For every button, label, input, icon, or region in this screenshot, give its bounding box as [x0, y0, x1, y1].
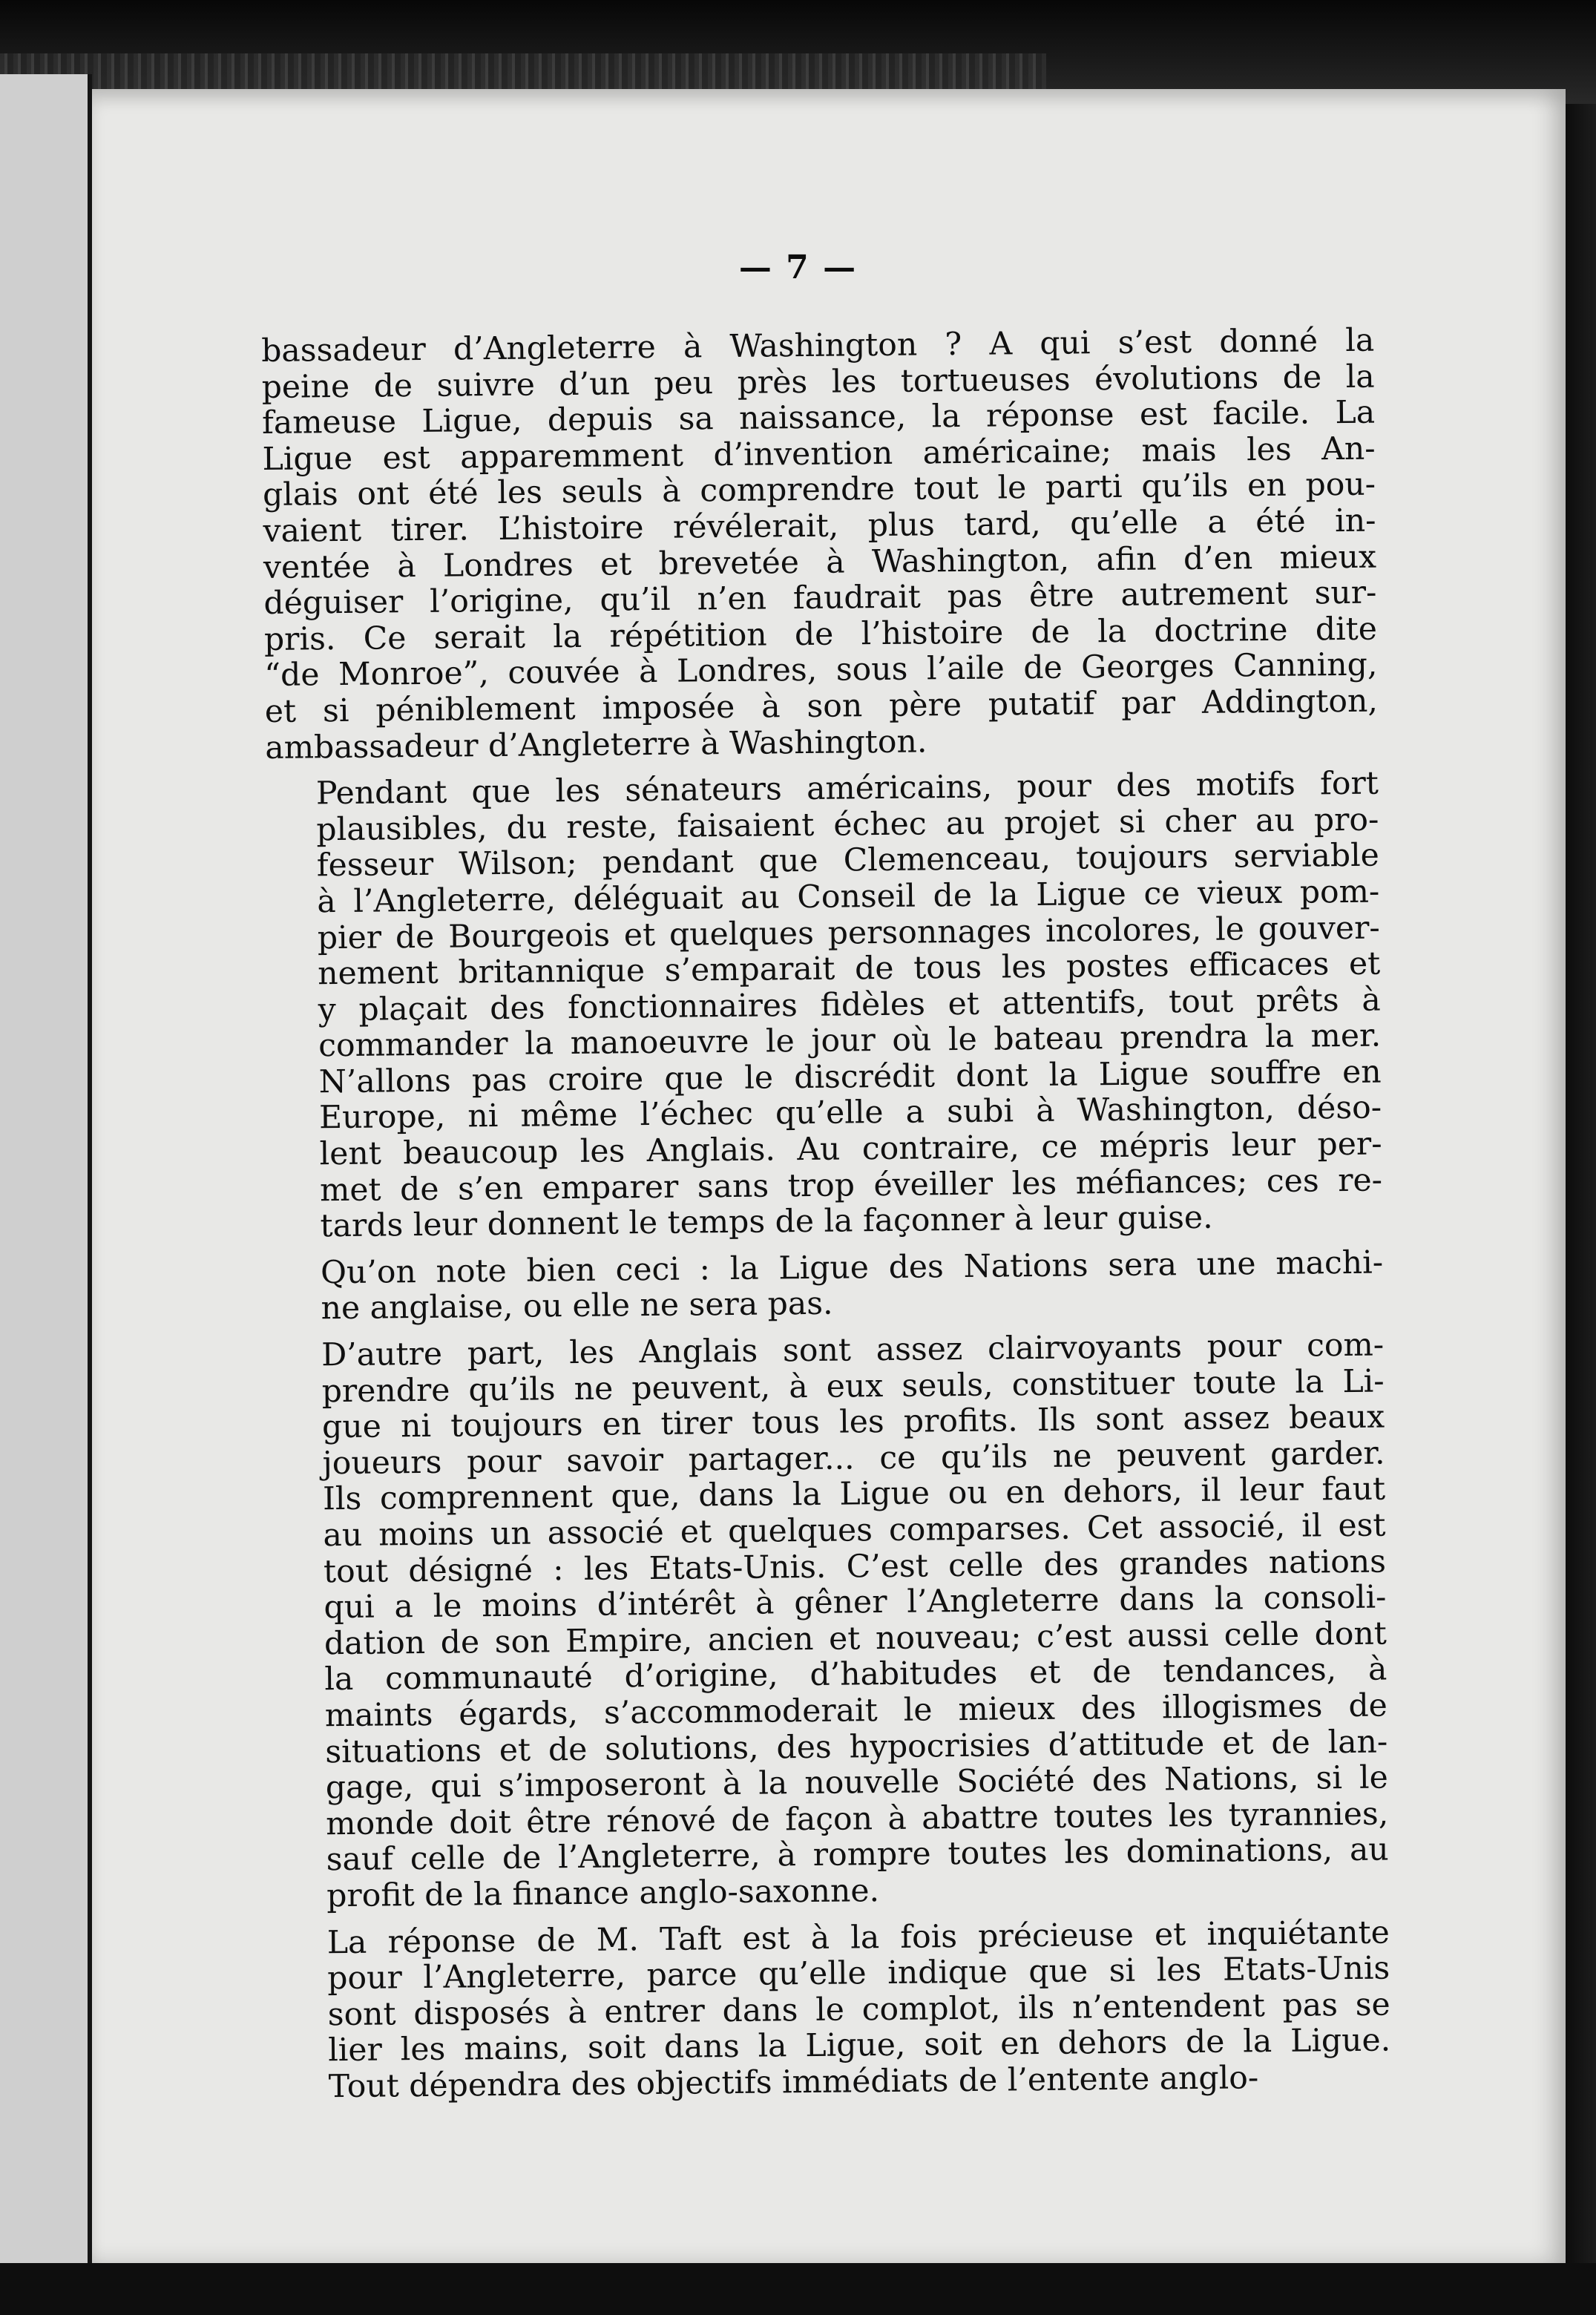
text-segment: D’autre part, les Anglais sont assez clairvoyants pour com- — [321, 1327, 1385, 1374]
text-segment: ambassadeur d’Angleterre à Washington. — [265, 723, 927, 766]
text-segment: Ligue est apparemment d’invention américaine; mais les An- — [262, 430, 1376, 478]
text-segment: maints égards, s’accommoderait le mieux des illogismes de — [324, 1687, 1388, 1735]
paragraph — [271, 1328, 1389, 1916]
text-segment: peine de suivre d’un peu près les tortueuses évolutions de la — [261, 358, 1375, 406]
text-segment: pris. Ce serait la répétition de l’histoire de la doctrine dite — [263, 611, 1378, 658]
text-segment: lent beaucoup les Anglais. Au contraire, ce mépris leur per- — [319, 1126, 1382, 1173]
text-segment: fameuse Ligue, depuis sa naissance, la réponse est facile. La — [261, 394, 1376, 442]
text-segment: Europe, ni même l’échec qu’elle a subi à Washington, déso- — [318, 1090, 1382, 1137]
text-segment: N’allons pas croire que le discrédit dont la Ligue souffre en — [318, 1054, 1382, 1101]
text-segment: monde doit être rénové de façon à abattre toutes les tyrannies, — [326, 1796, 1389, 1843]
text-segment: y plaçait des fonctionnaires fidèles et attentifs, tout prêts à — [318, 982, 1381, 1028]
text-segment: tards leur donnent le temps de la façonner à leur guise. — [320, 1199, 1213, 1245]
text-segment: Wilson; pendant que Clemenceau, toujours serviable — [433, 837, 1380, 884]
text-segment: glais ont été les seuls à comprendre tout le parti qu’ils en pou- — [262, 466, 1376, 514]
page-number: — 7 — — [738, 249, 858, 286]
text-segment: au moins un associé et quelques comparses. Cet associé, il est — [323, 1507, 1386, 1554]
scanner-film-edge — [0, 53, 1046, 89]
text-segment: sont disposés à entrer dans le complot, ils n’entendent pas se — [327, 1986, 1390, 2033]
italic-text: pro- — [1313, 801, 1379, 839]
text-segment: lier les mains, soit dans la Ligue, soit en dehors de la Ligue. — [327, 2022, 1391, 2069]
text-segment: bassadeur d’Angleterre à Washington ? A qui s’est donné la — [260, 322, 1375, 370]
text-segment: Ils comprennent que, dans la Ligue ou en dehors, il leur faut — [322, 1471, 1386, 1518]
text-segment: situations et de solutions, des hypocrisies d’attitude et de lan- — [325, 1724, 1388, 1770]
text-segment: prendre qu’ils ne peuvent, à eux seuls, constituer toute la Li- — [321, 1363, 1385, 1410]
text-segment: joueurs pour savoir partager... ce qu’ils ne peuvent garder. — [322, 1435, 1385, 1482]
text-segment: nement britannique s’emparait de tous les postes efficaces et — [318, 945, 1381, 993]
text-segment: pier de Bourgeois et quelques personnages incolores, le gouver- — [317, 910, 1380, 956]
text-segment: met de s’en emparer sans trop éveiller les méfiances; ces re- — [319, 1162, 1383, 1209]
text-segment: Qu’on note bien ceci : — [320, 1250, 730, 1292]
text-segment: gue ni toujours en tirer tous les profits. Ils sont assez beaux — [321, 1399, 1385, 1446]
text-segment: déguiser l’origine, qu’il n’en faudrait pas être autrement sur- — [263, 574, 1377, 623]
text-segment: ventée à Londres et brevetée à Washington, afin d’en mieux — [263, 539, 1377, 586]
text-segment: plausibles, du reste, faisaient échec au projet si cher au — [316, 802, 1315, 849]
text-segment: qui a le moins d’intérêt à gêner l’Angleterre dans la consoli- — [324, 1579, 1387, 1626]
text-segment: “de Monroe”, couvée à Londres, sous l’aile de Georges Canning, — [264, 646, 1378, 694]
text-segment: à l’Angleterre, déléguait au Conseil de la Ligue ce vieux pom- — [317, 873, 1380, 921]
paragraph — [270, 1245, 1384, 1328]
italic-text: fesseur — [316, 847, 434, 884]
text-segment: et si péniblement imposée à son père putatif par Addington, — [264, 683, 1379, 730]
scanner-border-bottom — [0, 2263, 1596, 2315]
text-segment: commander la manoeuvre le jour où le bateau prendra la mer. — [318, 1017, 1382, 1065]
scanner-border-right — [1566, 104, 1596, 2300]
italic-text: ne anglaise, ou elle ne sera pas. — [321, 1286, 833, 1327]
text-segment: vaient tirer. L’histoire révélerait, plus tard, qu’elle a été in- — [263, 502, 1376, 550]
text-segment: gage, qui s’imposeront à la nouvelle Société des Nations, si le — [325, 1759, 1388, 1807]
paragraph — [261, 324, 1379, 766]
text-segment: tout désigné : les Etats-Unis. C’est celle des grandes nations — [323, 1543, 1387, 1590]
page-body-text — [261, 324, 1391, 2117]
text-segment: La réponse de M. Taft est à la fois précieuse et inquiétante — [326, 1914, 1390, 1961]
text-segment: profit de la finance anglo-saxonne. — [326, 1873, 880, 1915]
text-segment: Tout dépendra des objectifs immédiats de l’entente anglo- — [328, 2060, 1259, 2106]
text-segment: Pendant que les sénateurs américains, pour des motifs fort — [315, 765, 1379, 812]
facing-page-edge — [0, 74, 92, 2300]
italic-text: la Ligue des Nations sera une machi- — [729, 1244, 1384, 1287]
text-segment: sauf celle de l’Angleterre, à rompre toutes les dominations, au — [326, 1831, 1389, 1879]
paragraph — [266, 766, 1383, 1246]
text-segment: dation de son Empire, ancien et nouveau; c’est aussi celle dont — [324, 1615, 1388, 1663]
text-segment: la communauté d’origine, d’habitudes et de tendances, à — [324, 1651, 1388, 1698]
text-segment: pour l’Angleterre, parce qu’elle indique que si les Etats-Unis — [327, 1950, 1390, 1997]
paragraph — [277, 1915, 1391, 2106]
